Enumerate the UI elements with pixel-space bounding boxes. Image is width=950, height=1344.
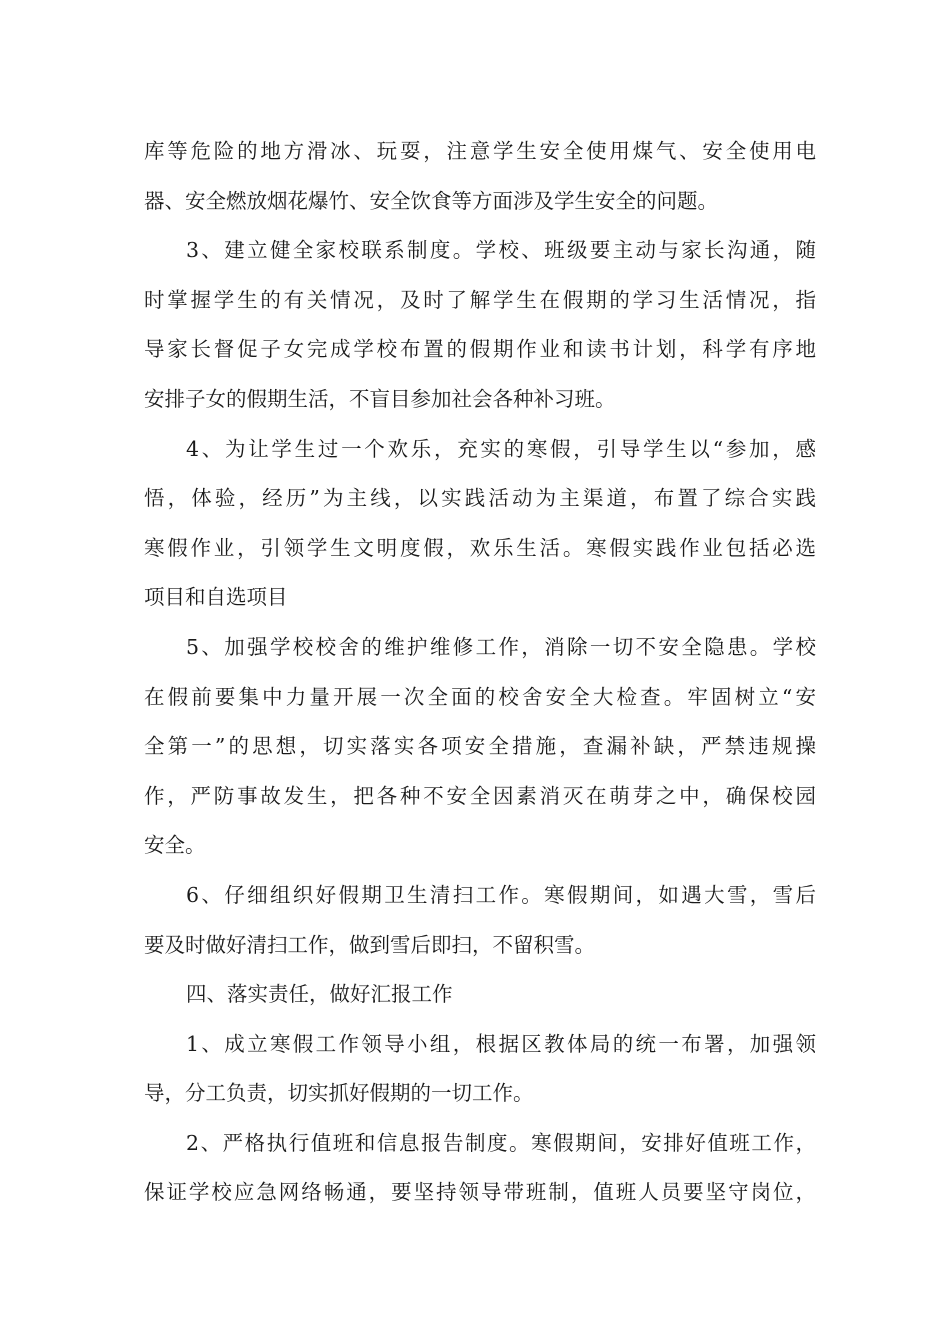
text-line: 导家长督促子女完成学校布置的假期作业和读书计划，科学有序地: [144, 337, 816, 362]
text-line: 6、仔细组织好假期卫生清扫工作。寒假期间，如遇大雪，雪后: [186, 882, 816, 907]
text-line: 悟，体验，经历”为主线，以实践活动为主渠道，布置了综合实践: [144, 486, 816, 511]
text-line: 作，严防事故发生，把各种不安全因素消灭在萌芽之中，确保校园: [144, 783, 816, 808]
text-line: 四、落实责任，做好汇报工作: [186, 982, 453, 1007]
text-line: 5、加强学校校舍的维护维修工作，消除一切不安全隐患。学校: [186, 634, 816, 659]
text-line: 项目和自选项目: [144, 585, 288, 610]
text-line: 器、安全燃放烟花爆竹、安全饮食等方面涉及学生安全的问题。: [144, 188, 718, 213]
document-body: [144, 127, 816, 1218]
text-line: 在假前要集中力量开展一次全面的校舍安全大检查。牢固树立“安: [144, 684, 816, 709]
text-line: 4、为让学生过一个欢乐，充实的寒假，引导学生以“参加，感: [186, 436, 816, 461]
text-line: 安全。: [144, 833, 206, 858]
text-line: 1、成立寒假工作领导小组，根据区教体局的统一布署，加强领: [186, 1031, 816, 1056]
text-line: 全第一”的思想，切实落实各项安全措施，查漏补缺，严禁违规操: [144, 734, 816, 759]
text-line: 3、建立健全家校联系制度。学校、班级要主动与家长沟通，随: [186, 238, 816, 263]
text-line: 要及时做好清扫工作，做到雪后即扫，不留积雪。: [144, 932, 595, 957]
text-line: 时掌握学生的有关情况，及时了解学生在假期的学习生活情况，指: [144, 287, 816, 312]
text-line: 导，分工负责，切实抓好假期的一切工作。: [144, 1081, 534, 1106]
text-line: 安排子女的假期生活，不盲目参加社会各种补习班。: [144, 386, 616, 411]
text-line: 保证学校应急网络畅通，要坚持领导带班制，值班人员要坚守岗位，: [144, 1180, 816, 1205]
text-line: 寒假作业，引领学生文明度假，欢乐生活。寒假实践作业包括必选: [144, 535, 816, 560]
text-line: 2、严格执行值班和信息报告制度。寒假期间，安排好值班工作，: [186, 1130, 816, 1155]
text-line: 库等危险的地方滑冰、玩耍，注意学生安全使用煤气、安全使用电: [144, 139, 816, 163]
